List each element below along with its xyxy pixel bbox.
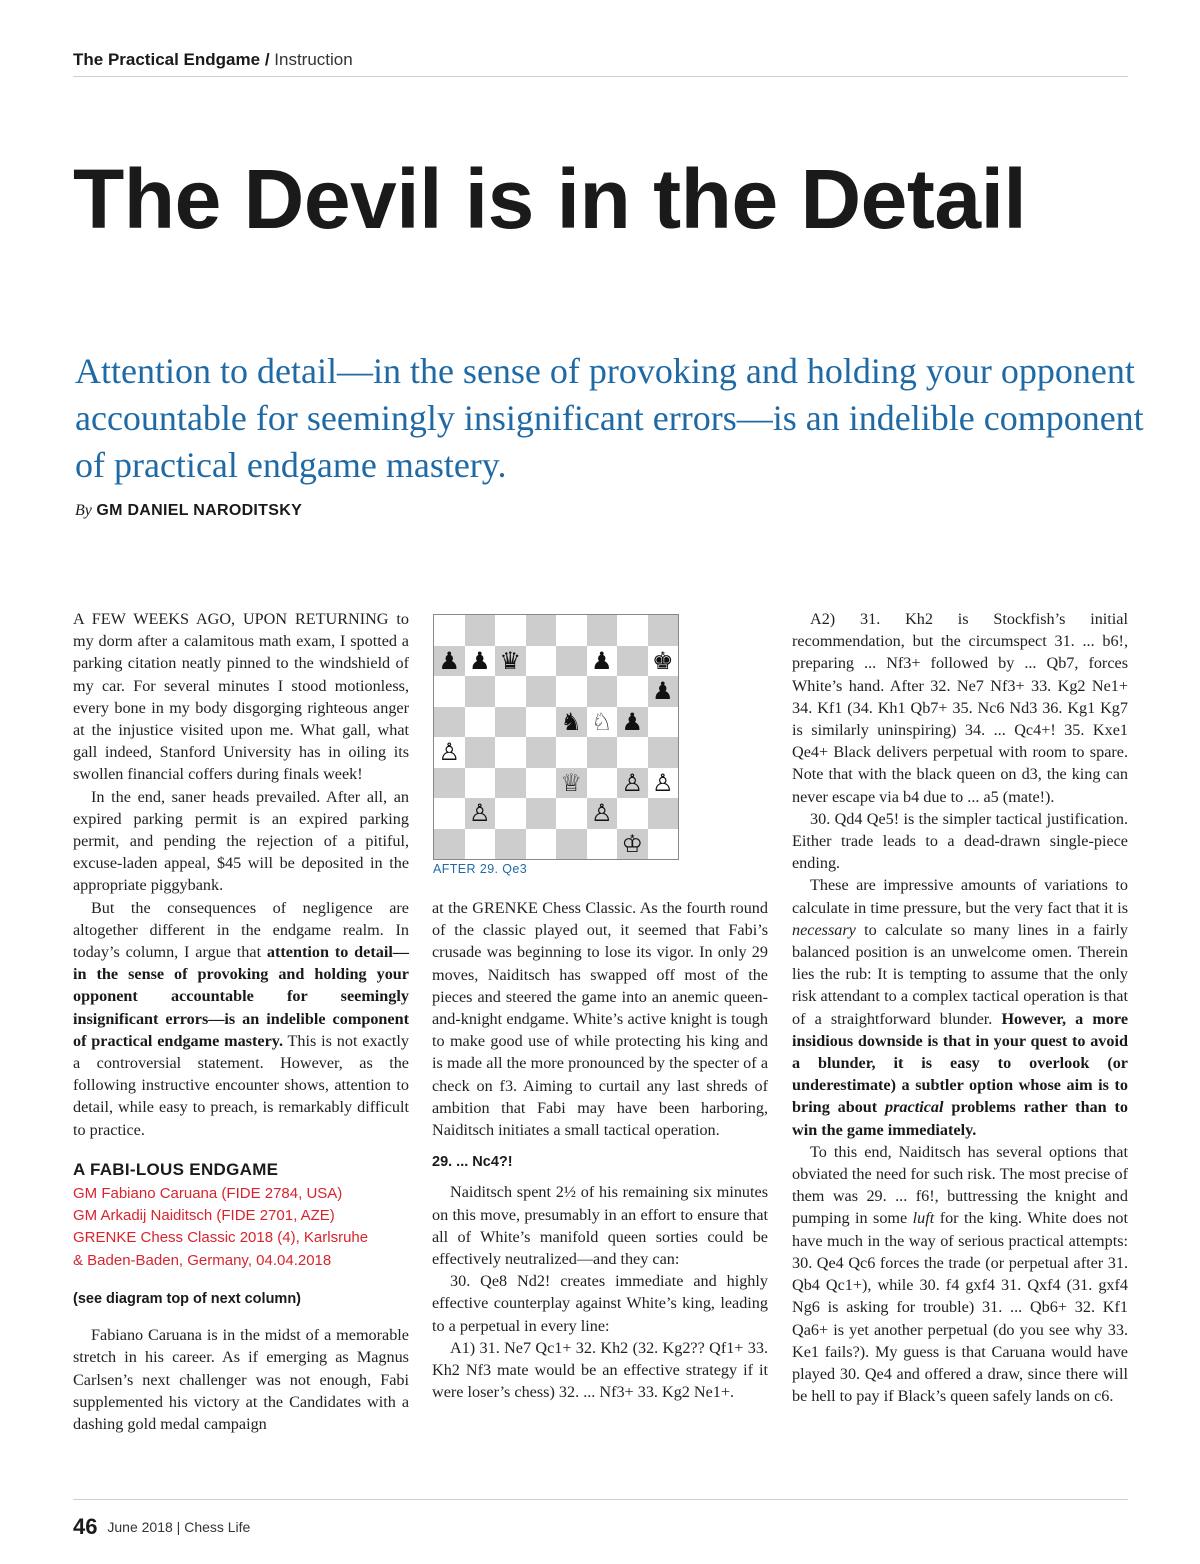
header-section: The Practical Endgame <box>73 50 261 69</box>
square-g2 <box>617 798 648 829</box>
square-a3 <box>434 768 465 799</box>
square-h6: ♟ <box>648 676 679 707</box>
square-g1: ♔ <box>617 829 648 860</box>
square-a1 <box>434 829 465 860</box>
magazine-name: Chess Life <box>184 1519 251 1535</box>
square-f4 <box>587 737 618 768</box>
square-e4 <box>556 737 587 768</box>
square-a4: ♙ <box>434 737 465 768</box>
issue-date: June 2018 <box>107 1519 173 1535</box>
square-c1 <box>495 829 526 860</box>
square-g3: ♙ <box>617 768 648 799</box>
header-subsection: Instruction <box>274 50 353 69</box>
section-heading: A FABI-LOUS ENDGAME <box>73 1159 279 1179</box>
column-2 <box>432 897 768 1403</box>
paragraph: A2) 31. Kh2 is Stockfish’s initial recommendation, but the circumspect 31. ... b6!, preparing ... Nf3+ followed by ... Qb7, forces White’s hand. After 32. Ne7 Nf3+ 33. Kg2 Ne1+ 34. Kf1 (34. Kh1 Qb7+ 35. Nc6 Nd3 36. Kg1 Kg7 is similarly uninspiring) 34. ... Qc4+! 35. Kxe1 Qe4+ Black delivers perpetual with room to spare. Note that with the black queen on d3, the king can never escape via b4 due to ... a5 (mate!). <box>792 610 1128 806</box>
game-line: GM Fabiano Caruana (FIDE 2784, USA) <box>73 1185 343 1203</box>
square-c8 <box>495 615 526 646</box>
square-f5: ♘ <box>587 707 618 738</box>
square-d2 <box>526 798 557 829</box>
italic-run: luft <box>912 1209 935 1228</box>
game-line: GM Arkadij Naiditsch (FIDE 2701, AZE) <box>73 1207 335 1225</box>
bold-run <box>792 1010 1128 1139</box>
move-heading: 29. ... Nc4?! <box>432 1154 513 1171</box>
square-e1 <box>556 829 587 860</box>
square-h7: ♚ <box>648 646 679 677</box>
game-info <box>73 1183 409 1272</box>
byline-prefix: By <box>75 502 92 519</box>
paragraph <box>792 874 1128 1140</box>
square-h2 <box>648 798 679 829</box>
running-header <box>73 50 1128 77</box>
square-h4 <box>648 737 679 768</box>
text-run: problems rather than to win the game immediately. <box>792 1098 1128 1139</box>
see-diagram-note: (see diagram top of next column) <box>73 1290 301 1307</box>
text-run: for the king. White does not have much in the way of serious practical attempts: 30. Qe4 Qc6 forces the trade (or perpetual after 31. Qb4 Qc1+), while 30. f4 gxf4 31. Qxf4 (31. gxf4 Ng6 is asking for trouble) 31. ... Qb6+ 32. Kf1 Qa6+ is yet another perpetual (do you see why 33. Ke1 fails?). My guess is that Caruana would have played 30. Qe4 and offered a draw, since there will be hell to pay if Black’s queen safely lands on c6. <box>792 1209 1128 1406</box>
square-h1 <box>648 829 679 860</box>
game-line: & Baden-Baden, Germany, 04.04.2018 <box>73 1251 332 1269</box>
paragraph: A1) 31. Ne7 Qc1+ 32. Kh2 (32. Kg2?? Qf1+ 33. Kh2 Nf3 mate would be an effective strategy if it were loser’s chess) 32. ... Nf3+ 33. Kg2 Ne1+. <box>432 1338 768 1402</box>
square-a7: ♟ <box>434 646 465 677</box>
square-e8 <box>556 615 587 646</box>
page-footer <box>73 1499 1128 1540</box>
square-d4 <box>526 737 557 768</box>
diagram-caption: AFTER 29. Qe3 <box>433 862 528 876</box>
text-run: This is not exactly a controversial statement. However, as the following instructive encounter shows, attention to detail, while easy to preach, is remarkably difficult to practice. <box>73 1031 409 1139</box>
paragraph: at the GRENKE Chess Classic. As the fourth round of the classic played out, it seemed that Fabi’s crusade was beginning to lose its vigor. In only 29 moves, Naiditsch has swapped off most of the pieces and steered the game into an anemic queen-and-knight endgame. White’s active knight is tough to make good use of while protecting his king and is made all the more pronounced by the specter of a check on f3. Aiming to curtail any last shreds of ambition that Fabi may have been harboring, Naiditsch initiates a small tactical operation. <box>432 899 768 1140</box>
square-f2: ♙ <box>587 798 618 829</box>
article-deck: Attention to detail—in the sense of provoking and holding your opponent accountable for seemingly insignificant errors—is an indelible component of practical endgame mastery. <box>75 351 1144 485</box>
square-e3: ♕ <box>556 768 587 799</box>
square-a6 <box>434 676 465 707</box>
square-b6 <box>465 676 496 707</box>
square-e2 <box>556 798 587 829</box>
paragraph: In the end, saner heads prevailed. After all, an expired parking permit is an expired parking permit, and pending the rejection of a pitiful, excuse-laden appeal, $45 will be deposited in the appropriate piggybank. <box>73 787 409 895</box>
text-run: But the consequences of negligence are altogether different in the endgame realm. In today’s column, I argue that <box>73 898 409 962</box>
column-1 <box>73 608 409 1435</box>
italic-run: necessary <box>792 920 856 939</box>
square-h5 <box>648 707 679 738</box>
chess-diagram <box>433 614 679 860</box>
square-b1 <box>465 829 496 860</box>
square-g4 <box>617 737 648 768</box>
square-c7: ♛ <box>495 646 526 677</box>
game-line: GRENKE Chess Classic 2018 (4), Karlsruhe <box>73 1229 369 1247</box>
square-h3: ♙ <box>648 768 679 799</box>
square-a5 <box>434 707 465 738</box>
square-d8 <box>526 615 557 646</box>
text-run: to calculate so many lines in a fairly balanced position is an unwelcome omen. Therein lies the rub: It is tempting to assume that the only risk attendant to a complex tactical operation is that of a straightforward blunder. <box>792 920 1128 1028</box>
page-number: 46 <box>73 1514 98 1539</box>
square-g8 <box>617 615 648 646</box>
square-g6 <box>617 676 648 707</box>
square-a8 <box>434 615 465 646</box>
square-d6 <box>526 676 557 707</box>
square-b5 <box>465 707 496 738</box>
square-d3 <box>526 768 557 799</box>
paragraph <box>73 897 409 1141</box>
paragraph: 30. Qd4 Qe5! is the simpler tactical justification. Either trade leads to a dead-drawn single-piece ending. <box>792 809 1128 873</box>
square-c5 <box>495 707 526 738</box>
italic-run: practical <box>885 1098 944 1117</box>
square-f3 <box>587 768 618 799</box>
paragraph <box>792 1141 1128 1407</box>
square-a2 <box>434 798 465 829</box>
paragraph: Fabiano Caruana is in the midst of a memorable stretch in his career. As if emerging as Magnus Carlsen’s next challenger was not enough, Fabi supplemented his victory at the Candidates with a dashing gold medal campaign <box>73 1326 409 1433</box>
byline <box>75 502 302 520</box>
square-c2 <box>495 798 526 829</box>
article-title: The Devil is in the Detail <box>73 152 1027 246</box>
square-e6 <box>556 676 587 707</box>
paragraph: 30. Qe8 Nd2! creates immediate and highly effective counterplay against White’s king, leading to a perpetual in every line: <box>432 1272 768 1335</box>
square-h8 <box>648 615 679 646</box>
square-b8 <box>465 615 496 646</box>
square-f6 <box>587 676 618 707</box>
square-g7 <box>617 646 648 677</box>
text-run: To this end, Naiditsch has several options that obviated the need for such risk. The most precise of them was 29. ... f6!, buttressing the knight and pumping in some <box>792 1142 1128 1228</box>
square-b3 <box>465 768 496 799</box>
square-e7 <box>556 646 587 677</box>
square-f1 <box>587 829 618 860</box>
square-b2: ♙ <box>465 798 496 829</box>
paragraph: Naiditsch spent 2½ of his remaining six minutes on this move, presumably in an effort to ensure that all of White’s manifold queen sorties could be effectively neutralized—and they can: <box>432 1183 768 1269</box>
header-divider: / <box>264 50 270 69</box>
square-c6 <box>495 676 526 707</box>
square-g5: ♟ <box>617 707 648 738</box>
square-b7: ♟ <box>465 646 496 677</box>
square-c3 <box>495 768 526 799</box>
square-c4 <box>495 737 526 768</box>
square-d5 <box>526 707 557 738</box>
square-e5: ♞ <box>556 707 587 738</box>
square-b4 <box>465 737 496 768</box>
text-run: These are impressive amounts of variations to calculate in time pressure, but the very fact that it is <box>792 876 1128 917</box>
text-run: However, a more insidious downside is that in your quest to avoid a blunder, it is easy to overlook (or underestimate) a subtler option whose aim is to bring about <box>792 1009 1128 1117</box>
paragraph: A FEW WEEKS AGO, UPON RETURNING to my dorm after a calamitous math exam, I spotted a parking citation neatly pinned to the windshield of my car. For several minutes I stood motionless, every bone in my body disgorging righteous anger at the injustice visited upon me. What gall, what gall indeed, Stanford University has in oiling its swollen financial coffers during finals week! <box>73 610 409 784</box>
square-d1 <box>526 829 557 860</box>
square-f8 <box>587 615 618 646</box>
square-f7: ♟ <box>587 646 618 677</box>
bold-thesis: attention to detail—in the sense of provoking and holding your opponent accountable for seemingly insignificant errors—is an indelible component of practical endgame mastery. <box>73 943 409 1050</box>
column-3 <box>792 608 1128 1407</box>
footer-divider: | <box>176 1519 181 1535</box>
square-d7 <box>526 646 557 677</box>
byline-author: GM DANIEL NARODITSKY <box>96 502 303 519</box>
